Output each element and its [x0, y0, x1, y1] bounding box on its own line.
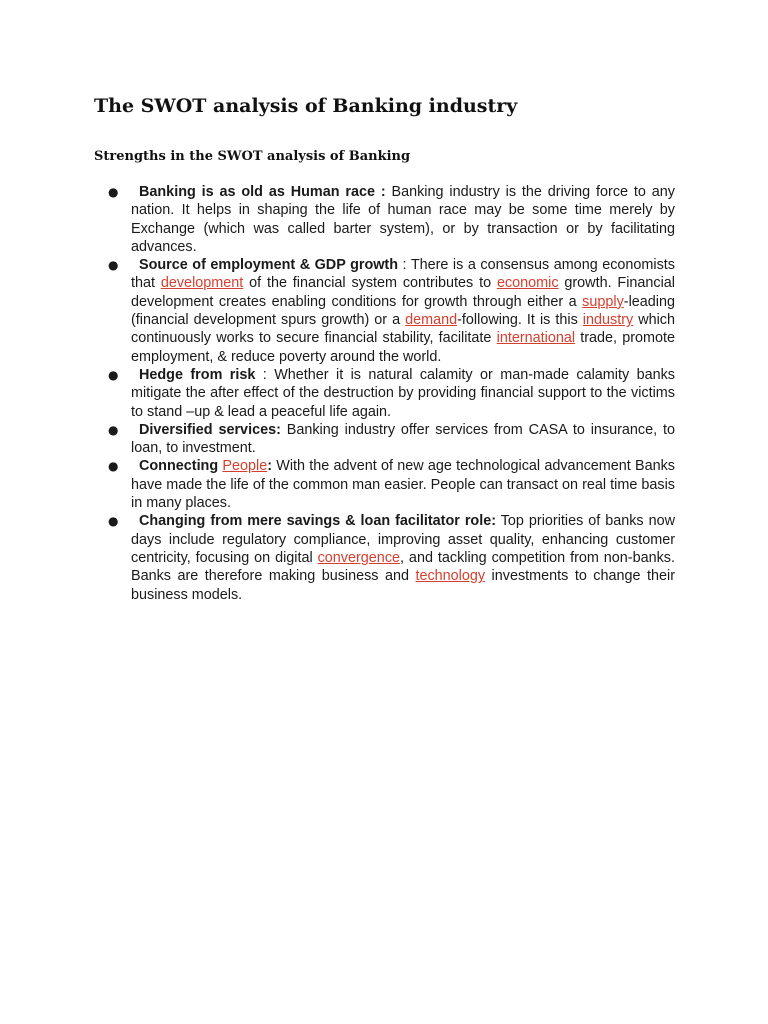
item-lead: Diversified services:: [139, 421, 281, 438]
item-text: investments to change their business models.: [131, 568, 675, 603]
item-lead: Hedge from risk: [139, 366, 256, 383]
list-item: [108, 366, 675, 421]
item-text: Banking industry offer services from CASA to insurance, to loan, to investment.: [131, 421, 675, 457]
item-text: growth. Financial development creates enabling conditions for growth through either a: [131, 275, 675, 310]
link-people[interactable]: People: [222, 458, 268, 475]
item-text: Banking industry is the driving force to any nation. It helps in shaping the life of human race may be some time merely by Exchange (which was called barter system), or by transaction or by facilitating advances.: [131, 184, 675, 255]
link-technology[interactable]: technology: [415, 568, 486, 585]
item-lead: Banking is as old as Human race :: [139, 184, 386, 200]
item-lead: Connecting: [139, 458, 219, 475]
list-item: [108, 421, 675, 458]
item-lead: Changing from mere savings & loan facilitator role:: [139, 513, 497, 530]
item-text: : There is a consensus among economists that: [131, 257, 675, 292]
bullet-icon: ●: [108, 514, 119, 529]
item-text: which continuously works to secure financial stability, facilitate: [131, 312, 676, 347]
link-supply[interactable]: supply: [582, 293, 624, 310]
bullet-icon: ●: [108, 258, 119, 273]
item-text: of the financial system contributes to: [243, 275, 497, 292]
link-industry[interactable]: industry: [582, 312, 634, 329]
item-text: -leading (financial development spurs growth) or a: [131, 293, 675, 329]
item-lead: Source of employment & GDP growth: [139, 257, 399, 274]
list-item: [108, 512, 675, 603]
section-heading: Strengths in the SWOT analysis of Banking: [94, 149, 411, 164]
item-text: , and tackling competition from non-banks. Banks are therefore making business and: [131, 549, 675, 585]
bullet-icon: ●: [108, 459, 119, 474]
bullet-icon: ●: [108, 422, 119, 437]
list-item: [108, 183, 675, 256]
item-text: With the advent of new age technological advancement Banks have made the life of the common man easier. People can transact on real time basis in many places.: [131, 458, 675, 512]
item-text: trade, promote employment, & reduce poverty around the world.: [131, 330, 676, 365]
link-development[interactable]: development: [160, 275, 244, 292]
bullet-icon: ●: [108, 185, 119, 199]
item-text: : Whether it is natural calamity or man-made calamity banks mitigate the after effect of the destruction by providing financial support to the victims to stand –up & lead a peaceful life again.: [131, 366, 675, 420]
strengths-list: [108, 183, 676, 604]
item-text: -following. It is this: [457, 312, 583, 329]
item-lead-colon: :: [267, 458, 273, 475]
list-item: [108, 457, 675, 512]
document-title: The SWOT analysis of Banking industry: [94, 95, 518, 117]
list-item: [108, 256, 676, 366]
link-international[interactable]: international: [496, 330, 576, 347]
item-text: Top priorities of banks now days include regulatory compliance, improving asset quality, enhancing customer centricity, focusing on digital: [131, 513, 675, 566]
link-economic[interactable]: economic: [496, 275, 559, 292]
link-convergence[interactable]: convergence: [317, 549, 401, 566]
link-demand[interactable]: demand: [405, 312, 458, 329]
bullet-icon: ●: [108, 367, 119, 382]
